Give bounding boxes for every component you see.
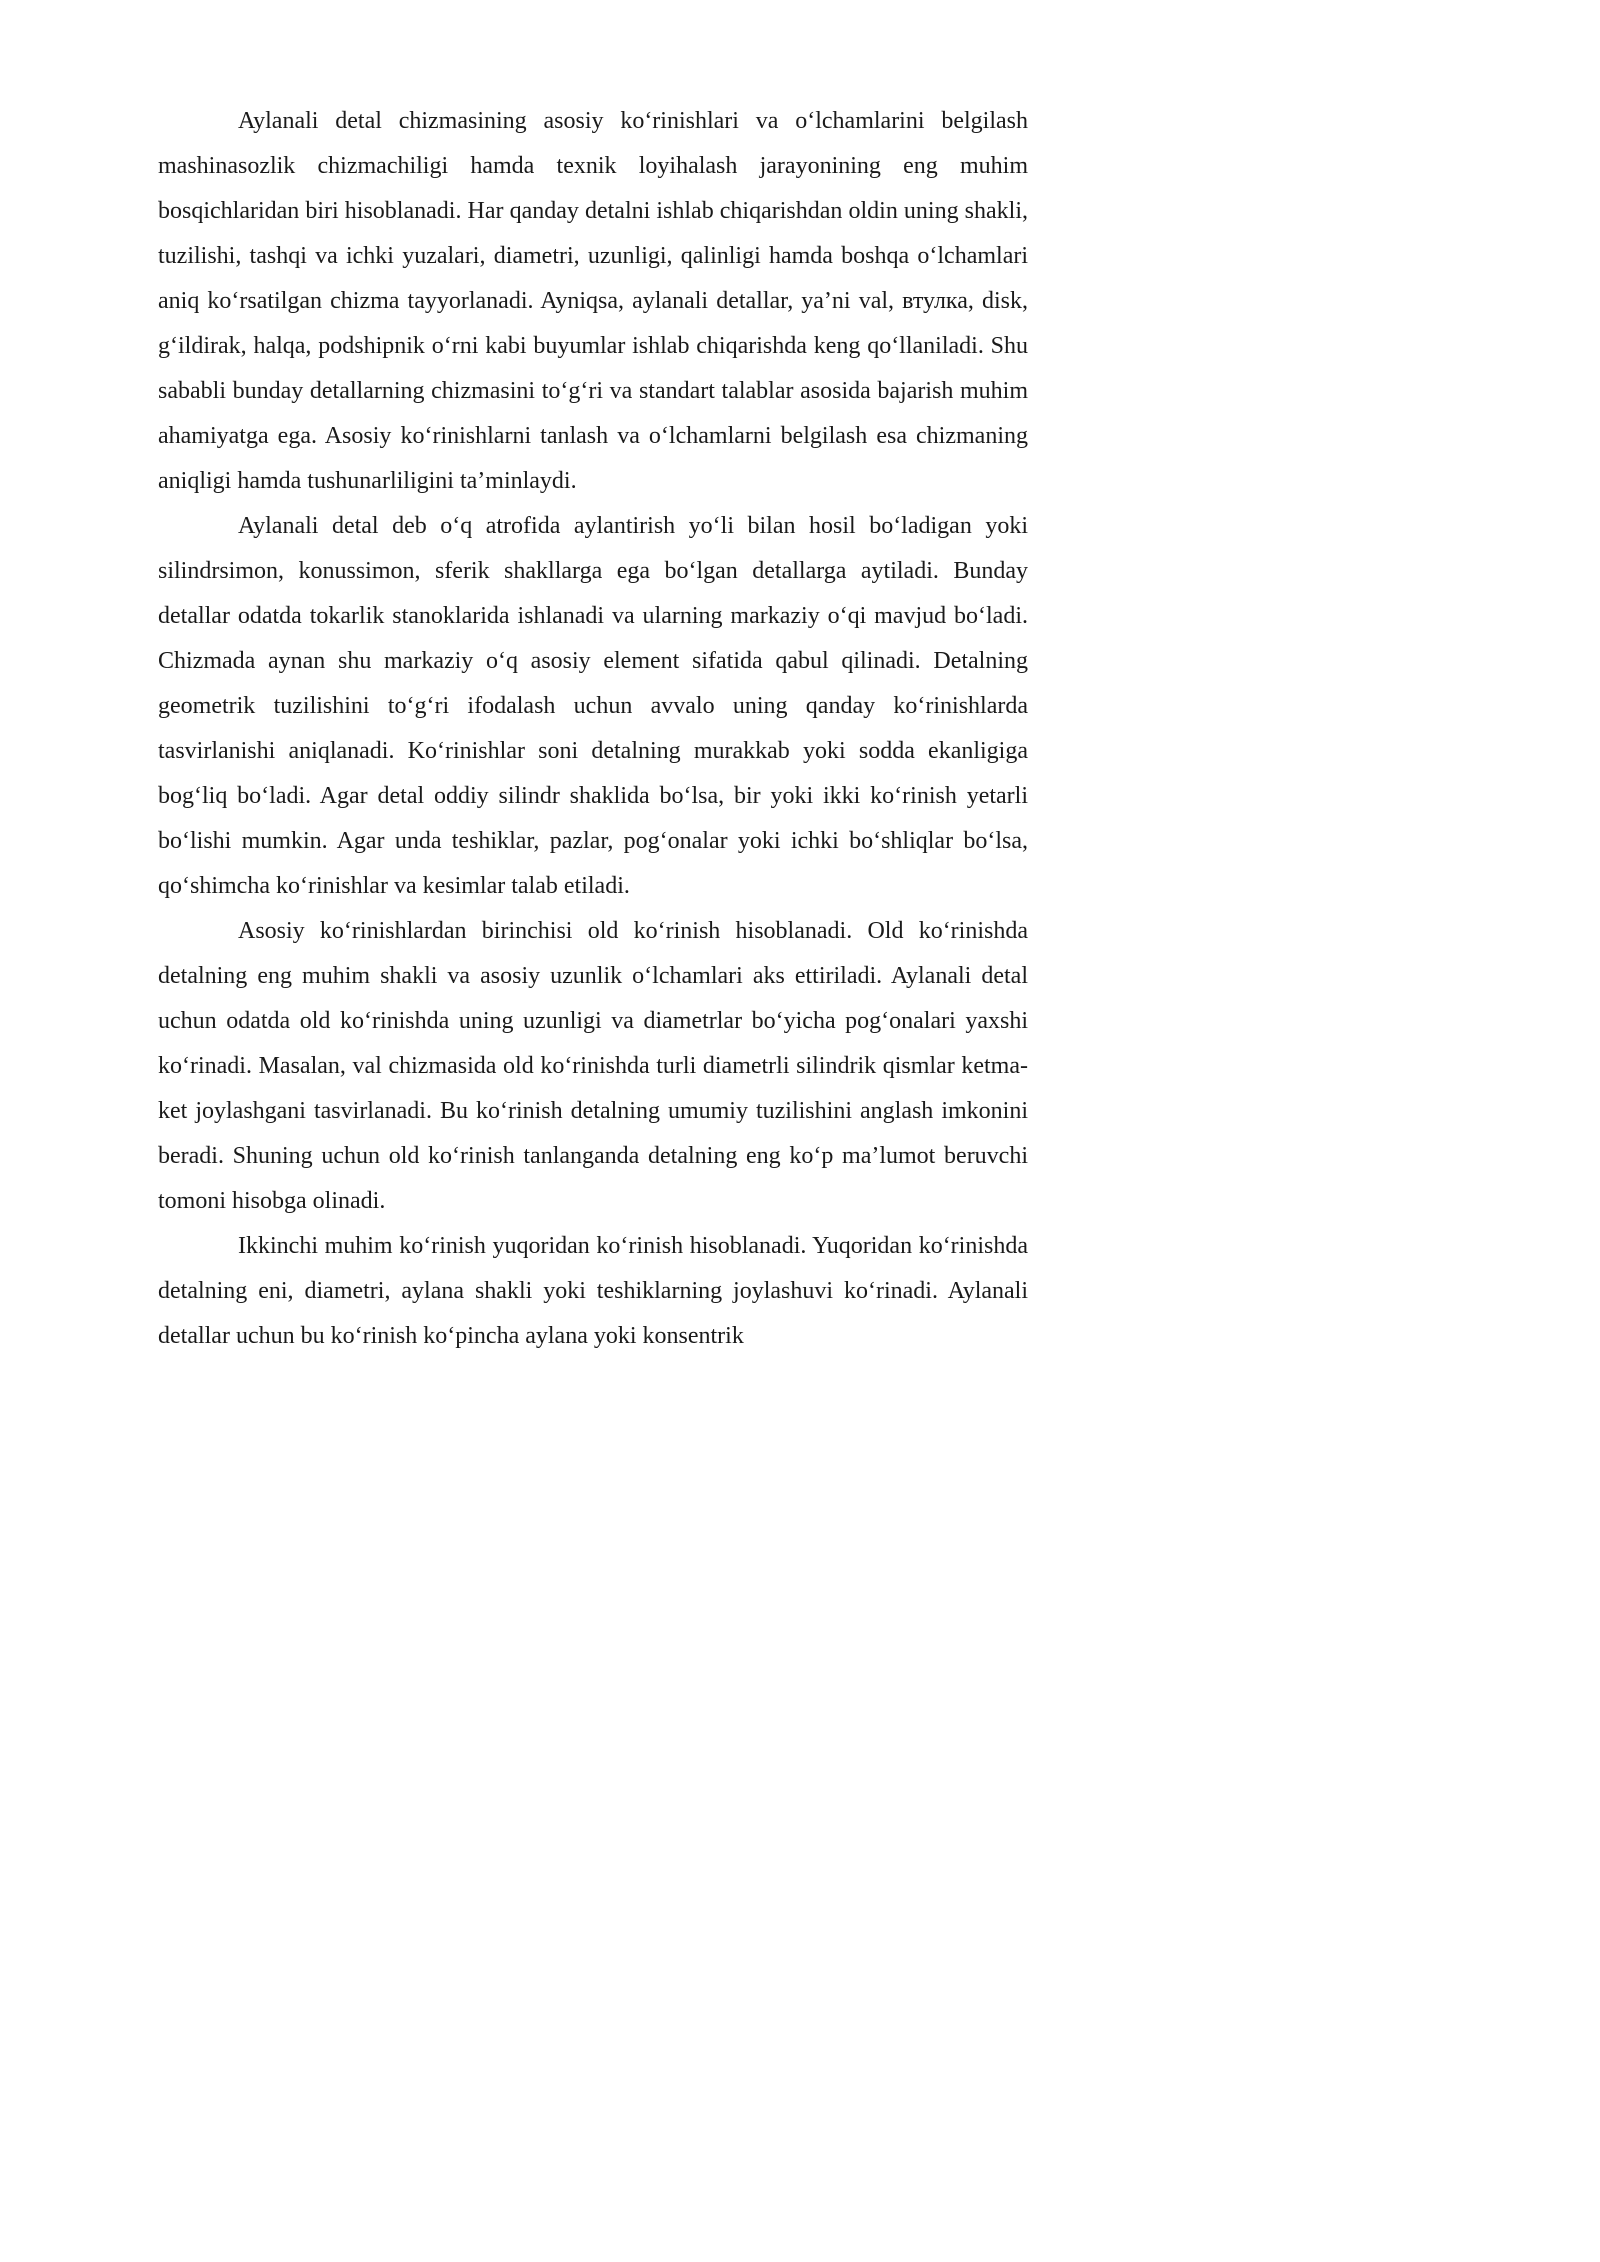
- document-page: [0, 0, 1100, 1555]
- paragraph: Ikkinchi muhim ko‘rinish yuqoridan ko‘rinish hisoblanadi. Yuqoridan ko‘rinishda detalning eni, diametri, aylana shakli yoki teshiklarning joylashuvi ko‘rinadi. Aylanali detallar uchun bu ko‘rinish ko‘pincha aylana yoki konsentrik: [158, 1233, 1028, 1349]
- paragraph: Asosiy ko‘rinishlardan birinchisi old ko‘rinish hisoblanadi. Old ko‘rinishda detalning eng muhim shakli va asosiy uzunlik o‘lchamlari aks ettiriladi. Aylanali detal uchun odatda old ko‘rinishda uning uzunligi va diametrlar bo‘yicha pog‘onalari yaxshi ko‘rinadi. Masalan, val chizmasida old ko‘rinishda turli diametrli silindrik qismlar ketma-ket joylashgani tasvirlanadi. Bu ko‘rinish detalning umumiy tuzilishini anglash imkonini beradi. Shuning uchun old ko‘rinish tanlanganda detalning eng ko‘p ma’lumot beruvchi tomoni hisobga olinadi.: [158, 918, 1028, 1214]
- paragraph: Aylanali detal chizmasining asosiy ko‘rinishlari va o‘lchamlarini belgilash mashinasozlik chizmachiligi hamda texnik loyihalash jarayonining eng muhim bosqichlaridan biri hisoblanadi. Har qanday detalni ishlab chiqarishdan oldin uning shakli, tuzilishi, tashqi va ichki yuzalari, diametri, uzunligi, qalinligi hamda boshqa o‘lchamlari aniq ko‘rsatilgan chizma tayyorlanadi. Ayniqsa, aylanali detallar, ya’ni val, втулка, disk, g‘ildirak, halqa, podshipnik o‘rni kabi buyumlar ishlab chiqarishda keng qo‘llaniladi. Shu sababli bunday detallarning chizmasini to‘g‘ri va standart talablar asosida bajarish muhim ahamiyatga ega. Asosiy ko‘rinishlarni tanlash va o‘lchamlarni belgilash esa chizmaning aniqligi hamda tushunarliligini ta’minlaydi.: [158, 108, 1028, 494]
- document-body: [158, 99, 1028, 1359]
- paragraph: Aylanali detal deb o‘q atrofida aylantirish yo‘li bilan hosil bo‘ladigan yoki silindrsimon, konussimon, sferik shakllarga ega bo‘lgan detallarga aytiladi. Bunday detallar odatda tokarlik stanoklarida ishlanadi va ularning markaziy o‘qi mavjud bo‘ladi. Chizmada aynan shu markaziy o‘q asosiy element sifatida qabul qilinadi. Detalning geometrik tuzilishini to‘g‘ri ifodalash uchun avvalo uning qanday ko‘rinishlarda tasvirlanishi aniqlanadi. Ko‘rinishlar soni detalning murakkab yoki sodda ekanligiga bog‘liq bo‘ladi. Agar detal oddiy silindr shaklida bo‘lsa, bir yoki ikki ko‘rinish yetarli bo‘lishi mumkin. Agar unda teshiklar, pazlar, pog‘onalar yoki ichki bo‘shliqlar bo‘lsa, qo‘shimcha ko‘rinishlar va kesimlar talab etiladi.: [158, 513, 1028, 899]
